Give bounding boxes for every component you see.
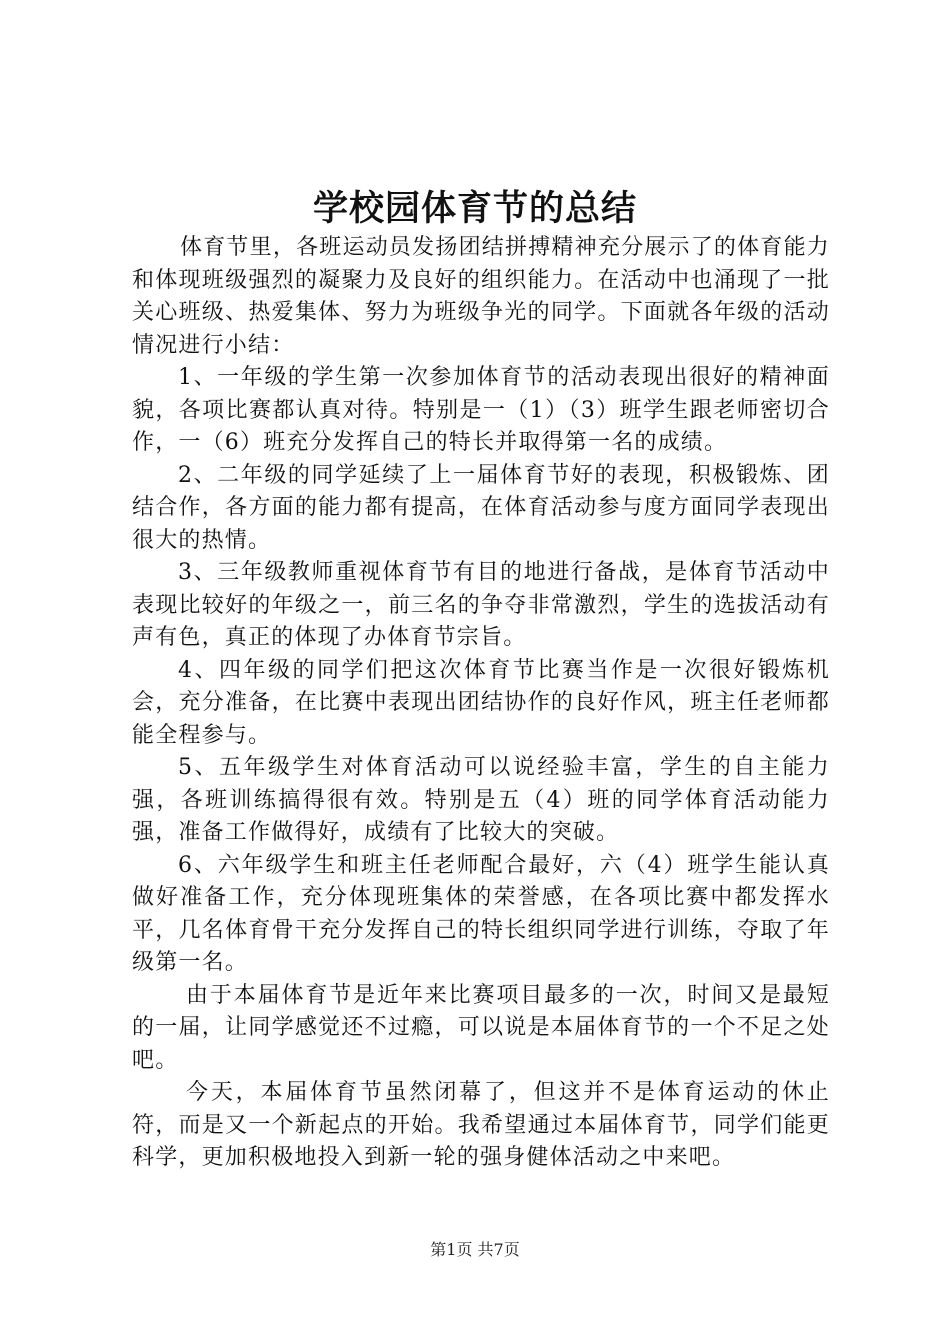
intro-paragraph: 体育节里，各班运动员发扬团结拼搏精神充分展示了的体育能力和体现班级强烈的凝聚力及良好的组织能力。在活动中也涌现了一批关心班级、热爱集体、努力为班级争光的同学。下面就各年级的活动情况进行小结： (132, 235, 830, 358)
grade-2-paragraph: 2、二年级的同学延续了上一届体育节好的表现，积极锻炼、团结合作，各方面的能力都有提高，在体育活动参与度方面同学表现出很大的热情。 (132, 462, 830, 553)
document-title: 学校园体育节的总结 (312, 188, 637, 229)
page-number-footer: 第1页 共7页 (430, 1240, 520, 1259)
closing-paragraph: 今天，本届体育节虽然闭幕了，但这并不是体育运动的休止符，而是又一个新起点的开始。我希望通过本届体育节，同学们能更科学，更加积极地投入到新一轮的强身健体活动之中来吧。 (132, 1080, 830, 1170)
grade-3-paragraph: 3、三年级教师重视体育节有目的地进行备战，是体育节活动中表现比较好的年级之一，前三名的争夺非常激烈，学生的选拔活动有声有色，真正的体现了办体育节宗旨。 (132, 560, 830, 650)
grade-4-paragraph: 4、四年级的同学们把这次体育节比赛当作是一次很好锻炼机会，充分准备，在比赛中表现出团结协作的良好作风，班主任老师都能全程参与。 (132, 657, 830, 748)
document-body (132, 232, 830, 1175)
shortcoming-paragraph: 由于本届体育节是近年来比赛项目最多的一次，时间又是最短的一届，让同学感觉还不过瘾，可以说是本届体育节的一个不足之处吧。 (132, 982, 830, 1073)
grade-1-paragraph: 1、一年级的学生第一次参加体育节的活动表现出很好的精神面貌，各项比赛都认真对待。特别是一（1）（3）班学生跟老师密切合作，一（6）班充分发挥自己的特长并取得第一名的成绩。 (132, 365, 830, 455)
grade-6-paragraph: 6、六年级学生和班主任老师配合最好，六（4）班学生能认真做好准备工作，充分体现班集体的荣誉感，在各项比赛中都发挥水平，几名体育骨干充分发挥自己的特长组织同学进行训练，夺取了年级第一名。 (132, 852, 830, 975)
grade-5-paragraph: 5、五年级学生对体育活动可以说经验丰富，学生的自主能力强，各班训练搞得很有效。特别是五（4）班的同学体育活动能力强，准备工作做得好，成绩有了比较大的突破。 (132, 755, 830, 845)
